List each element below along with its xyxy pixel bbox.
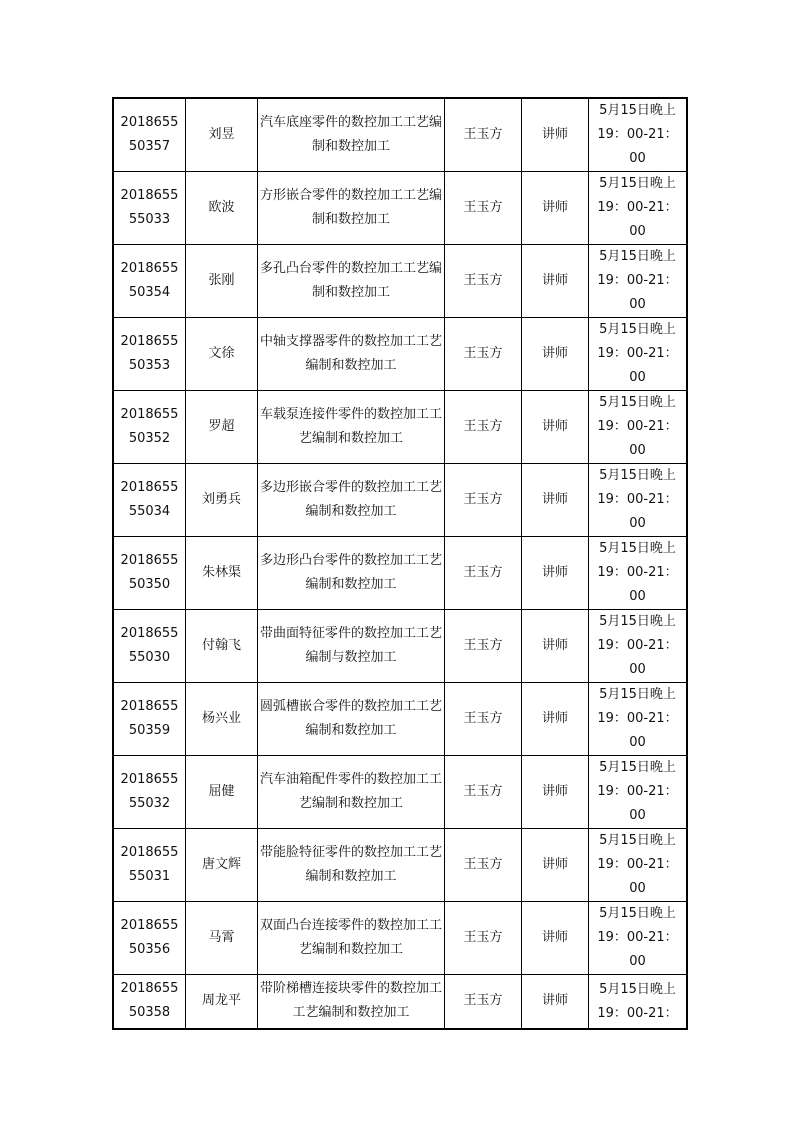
student-name: 杨兴业 bbox=[201, 711, 241, 726]
student-id: 2018655 55034 bbox=[120, 480, 179, 519]
advisor-name: 王玉方 bbox=[463, 565, 503, 580]
advisor-cell bbox=[445, 391, 522, 464]
advisor-cell bbox=[445, 318, 522, 391]
thesis-topic-cell bbox=[258, 610, 445, 683]
advisor-name: 王玉方 bbox=[463, 638, 503, 653]
student-name-cell bbox=[186, 756, 258, 829]
table-row bbox=[113, 98, 687, 172]
student-name: 刘昱 bbox=[208, 127, 235, 142]
advisor-title: 讲师 bbox=[541, 784, 568, 799]
advisor-title: 讲师 bbox=[541, 273, 568, 288]
thesis-topic: 汽车底座零件的数控加工工艺编制和数控加工 bbox=[259, 115, 442, 154]
thesis-topic-cell bbox=[258, 683, 445, 756]
advisor-title-cell bbox=[522, 756, 589, 829]
student-id-cell bbox=[113, 172, 186, 245]
student-name: 罗超 bbox=[208, 419, 235, 434]
table-body bbox=[113, 98, 687, 1029]
schedule-time: 5月15日晚上 19：00-21： 00 bbox=[597, 760, 678, 823]
table-row bbox=[113, 683, 687, 756]
advisor-name: 王玉方 bbox=[463, 492, 503, 507]
schedule-time: 5月15日晚上 19：00-21： 00 bbox=[597, 541, 678, 604]
schedule-cell bbox=[589, 391, 688, 464]
student-name: 马霄 bbox=[208, 930, 235, 945]
student-id-cell bbox=[113, 683, 186, 756]
thesis-defense-table bbox=[112, 97, 688, 1030]
table-row bbox=[113, 975, 687, 1029]
schedule-cell bbox=[589, 537, 688, 610]
student-id-cell bbox=[113, 902, 186, 975]
student-id: 2018655 50350 bbox=[120, 553, 179, 592]
advisor-title-cell bbox=[522, 610, 589, 683]
advisor-cell bbox=[445, 464, 522, 537]
schedule-cell bbox=[589, 245, 688, 318]
schedule-cell bbox=[589, 975, 688, 1029]
schedule-time: 5月15日晚上 19：00-21： 00 bbox=[597, 395, 678, 458]
table-row bbox=[113, 756, 687, 829]
student-id-cell bbox=[113, 975, 186, 1029]
thesis-topic: 多孔凸台零件的数控加工工艺编制和数控加工 bbox=[259, 261, 442, 300]
table-row bbox=[113, 610, 687, 683]
advisor-title-cell bbox=[522, 245, 589, 318]
advisor-title-cell bbox=[522, 98, 589, 172]
student-name: 屈健 bbox=[208, 784, 235, 799]
student-name-cell bbox=[186, 172, 258, 245]
student-name: 文徐 bbox=[208, 346, 235, 361]
thesis-topic-cell bbox=[258, 464, 445, 537]
schedule-time: 5月15日晚上 19：00-21： 00 bbox=[597, 322, 678, 385]
thesis-topic-cell bbox=[258, 537, 445, 610]
schedule-cell bbox=[589, 683, 688, 756]
student-name-cell bbox=[186, 98, 258, 172]
advisor-name: 王玉方 bbox=[463, 127, 503, 142]
student-name: 唐文辉 bbox=[201, 857, 241, 872]
thesis-topic: 方形嵌合零件的数控加工工艺编制和数控加工 bbox=[259, 188, 442, 227]
advisor-cell bbox=[445, 172, 522, 245]
table-row bbox=[113, 245, 687, 318]
schedule-time: 5月15日晚上 19：00-21： 00 bbox=[597, 687, 678, 750]
advisor-title: 讲师 bbox=[541, 930, 568, 945]
student-name-cell bbox=[186, 610, 258, 683]
advisor-cell bbox=[445, 829, 522, 902]
student-name: 欧波 bbox=[208, 200, 235, 215]
student-id: 2018655 50356 bbox=[120, 918, 179, 957]
schedule-time: 5月15日晚上 19：00-21： 00 bbox=[597, 103, 678, 166]
thesis-topic: 圆弧槽嵌合零件的数控加工工艺编制和数控加工 bbox=[259, 699, 442, 738]
thesis-topic: 汽车油箱配件零件的数控加工工艺编制和数控加工 bbox=[259, 772, 442, 811]
table-row bbox=[113, 464, 687, 537]
advisor-cell bbox=[445, 537, 522, 610]
advisor-title-cell bbox=[522, 172, 589, 245]
thesis-topic: 带能脸特征零件的数控加工工艺编制和数控加工 bbox=[259, 845, 442, 884]
student-name: 张刚 bbox=[208, 273, 235, 288]
schedule-time: 5月15日晚上 19：00-21： 00 bbox=[597, 249, 678, 312]
advisor-cell bbox=[445, 756, 522, 829]
advisor-cell bbox=[445, 245, 522, 318]
student-id: 2018655 50357 bbox=[120, 115, 179, 154]
student-name: 付翰飞 bbox=[201, 638, 241, 653]
student-id-cell bbox=[113, 829, 186, 902]
student-id-cell bbox=[113, 245, 186, 318]
student-id-cell bbox=[113, 98, 186, 172]
advisor-name: 王玉方 bbox=[463, 273, 503, 288]
advisor-title: 讲师 bbox=[541, 711, 568, 726]
student-id-cell bbox=[113, 318, 186, 391]
advisor-title: 讲师 bbox=[541, 127, 568, 142]
advisor-title-cell bbox=[522, 391, 589, 464]
student-name: 朱林渠 bbox=[201, 565, 241, 580]
thesis-topic-cell bbox=[258, 756, 445, 829]
advisor-title: 讲师 bbox=[541, 346, 568, 361]
advisor-cell bbox=[445, 975, 522, 1029]
advisor-title: 讲师 bbox=[541, 492, 568, 507]
advisor-name: 王玉方 bbox=[463, 346, 503, 361]
schedule-time: 5月15日晚上 19：00-21： 00 bbox=[597, 906, 678, 969]
thesis-topic-cell bbox=[258, 391, 445, 464]
thesis-topic: 双面凸台连接零件的数控加工工艺编制和数控加工 bbox=[259, 918, 442, 957]
thesis-topic-cell bbox=[258, 98, 445, 172]
student-id-cell bbox=[113, 537, 186, 610]
student-id: 2018655 55031 bbox=[120, 845, 179, 884]
student-id-cell bbox=[113, 391, 186, 464]
student-name-cell bbox=[186, 318, 258, 391]
student-id: 2018655 55030 bbox=[120, 626, 179, 665]
thesis-topic-cell bbox=[258, 975, 445, 1029]
schedule-cell bbox=[589, 829, 688, 902]
thesis-topic: 带曲面特征零件的数控加工工艺编制与数控加工 bbox=[259, 626, 442, 665]
advisor-title: 讲师 bbox=[541, 638, 568, 653]
advisor-name: 王玉方 bbox=[463, 930, 503, 945]
schedule-cell bbox=[589, 610, 688, 683]
schedule-cell bbox=[589, 902, 688, 975]
student-name-cell bbox=[186, 683, 258, 756]
advisor-name: 王玉方 bbox=[463, 419, 503, 434]
schedule-cell bbox=[589, 98, 688, 172]
advisor-cell bbox=[445, 98, 522, 172]
thesis-topic-cell bbox=[258, 245, 445, 318]
thesis-topic-cell bbox=[258, 829, 445, 902]
advisor-title: 讲师 bbox=[541, 857, 568, 872]
table-row bbox=[113, 318, 687, 391]
student-name-cell bbox=[186, 829, 258, 902]
advisor-name: 王玉方 bbox=[463, 857, 503, 872]
advisor-title-cell bbox=[522, 683, 589, 756]
advisor-title-cell bbox=[522, 318, 589, 391]
table-row bbox=[113, 829, 687, 902]
student-name: 周龙平 bbox=[201, 993, 241, 1009]
student-name-cell bbox=[186, 537, 258, 610]
advisor-title: 讲师 bbox=[541, 993, 568, 1009]
schedule-time: 5月15日晚上 19：00-21： 00 bbox=[597, 833, 678, 896]
student-name-cell bbox=[186, 902, 258, 975]
advisor-cell bbox=[445, 683, 522, 756]
schedule-cell bbox=[589, 756, 688, 829]
table-row bbox=[113, 172, 687, 245]
advisor-name: 王玉方 bbox=[463, 711, 503, 726]
student-id: 2018655 50358 bbox=[120, 981, 179, 1021]
advisor-title: 讲师 bbox=[541, 419, 568, 434]
student-id: 2018655 50359 bbox=[120, 699, 179, 738]
student-name: 刘勇兵 bbox=[201, 492, 241, 507]
table-row bbox=[113, 537, 687, 610]
student-id: 2018655 50352 bbox=[120, 407, 179, 446]
advisor-title: 讲师 bbox=[541, 200, 568, 215]
student-name-cell bbox=[186, 245, 258, 318]
thesis-topic-cell bbox=[258, 172, 445, 245]
table-row bbox=[113, 902, 687, 975]
schedule-cell bbox=[589, 318, 688, 391]
schedule-cell bbox=[589, 464, 688, 537]
thesis-topic: 多边形嵌合零件的数控加工工艺编制和数控加工 bbox=[259, 480, 442, 519]
advisor-name: 王玉方 bbox=[463, 784, 503, 799]
advisor-name: 王玉方 bbox=[463, 993, 503, 1009]
advisor-name: 王玉方 bbox=[463, 200, 503, 215]
schedule-cell bbox=[589, 172, 688, 245]
thesis-topic: 车载泵连接件零件的数控加工工艺编制和数控加工 bbox=[259, 407, 442, 446]
advisor-title-cell bbox=[522, 464, 589, 537]
table-row bbox=[113, 391, 687, 464]
student-id: 2018655 55032 bbox=[120, 772, 179, 811]
advisor-cell bbox=[445, 610, 522, 683]
schedule-time: 5月15日晚上 19：00-21： 00 bbox=[597, 176, 678, 239]
schedule-time: 5月15日晚上 19：00-21： 00 bbox=[597, 468, 678, 531]
advisor-title: 讲师 bbox=[541, 565, 568, 580]
thesis-topic: 多边形凸台零件的数控加工工艺编制和数控加工 bbox=[259, 553, 442, 592]
student-id-cell bbox=[113, 464, 186, 537]
student-name-cell bbox=[186, 464, 258, 537]
student-name-cell bbox=[186, 975, 258, 1029]
advisor-title-cell bbox=[522, 975, 589, 1029]
thesis-topic: 中轴支撑器零件的数控加工工艺编制和数控加工 bbox=[259, 334, 442, 373]
student-id: 2018655 55033 bbox=[120, 188, 179, 227]
thesis-topic-cell bbox=[258, 318, 445, 391]
advisor-title-cell bbox=[522, 902, 589, 975]
student-id: 2018655 50354 bbox=[120, 261, 179, 300]
schedule-time: 5月15日晚上 19：00-21： 00 bbox=[597, 614, 678, 677]
schedule-time: 5月15日晚上 19：00-21： bbox=[597, 982, 678, 1021]
advisor-title-cell bbox=[522, 537, 589, 610]
student-id-cell bbox=[113, 610, 186, 683]
student-id: 2018655 50353 bbox=[120, 334, 179, 373]
student-id-cell bbox=[113, 756, 186, 829]
student-name-cell bbox=[186, 391, 258, 464]
thesis-topic-cell bbox=[258, 902, 445, 975]
advisor-title-cell bbox=[522, 829, 589, 902]
advisor-cell bbox=[445, 902, 522, 975]
thesis-topic: 带阶梯槽连接块零件的数控加工工艺编制和数控加工 bbox=[259, 981, 442, 1021]
